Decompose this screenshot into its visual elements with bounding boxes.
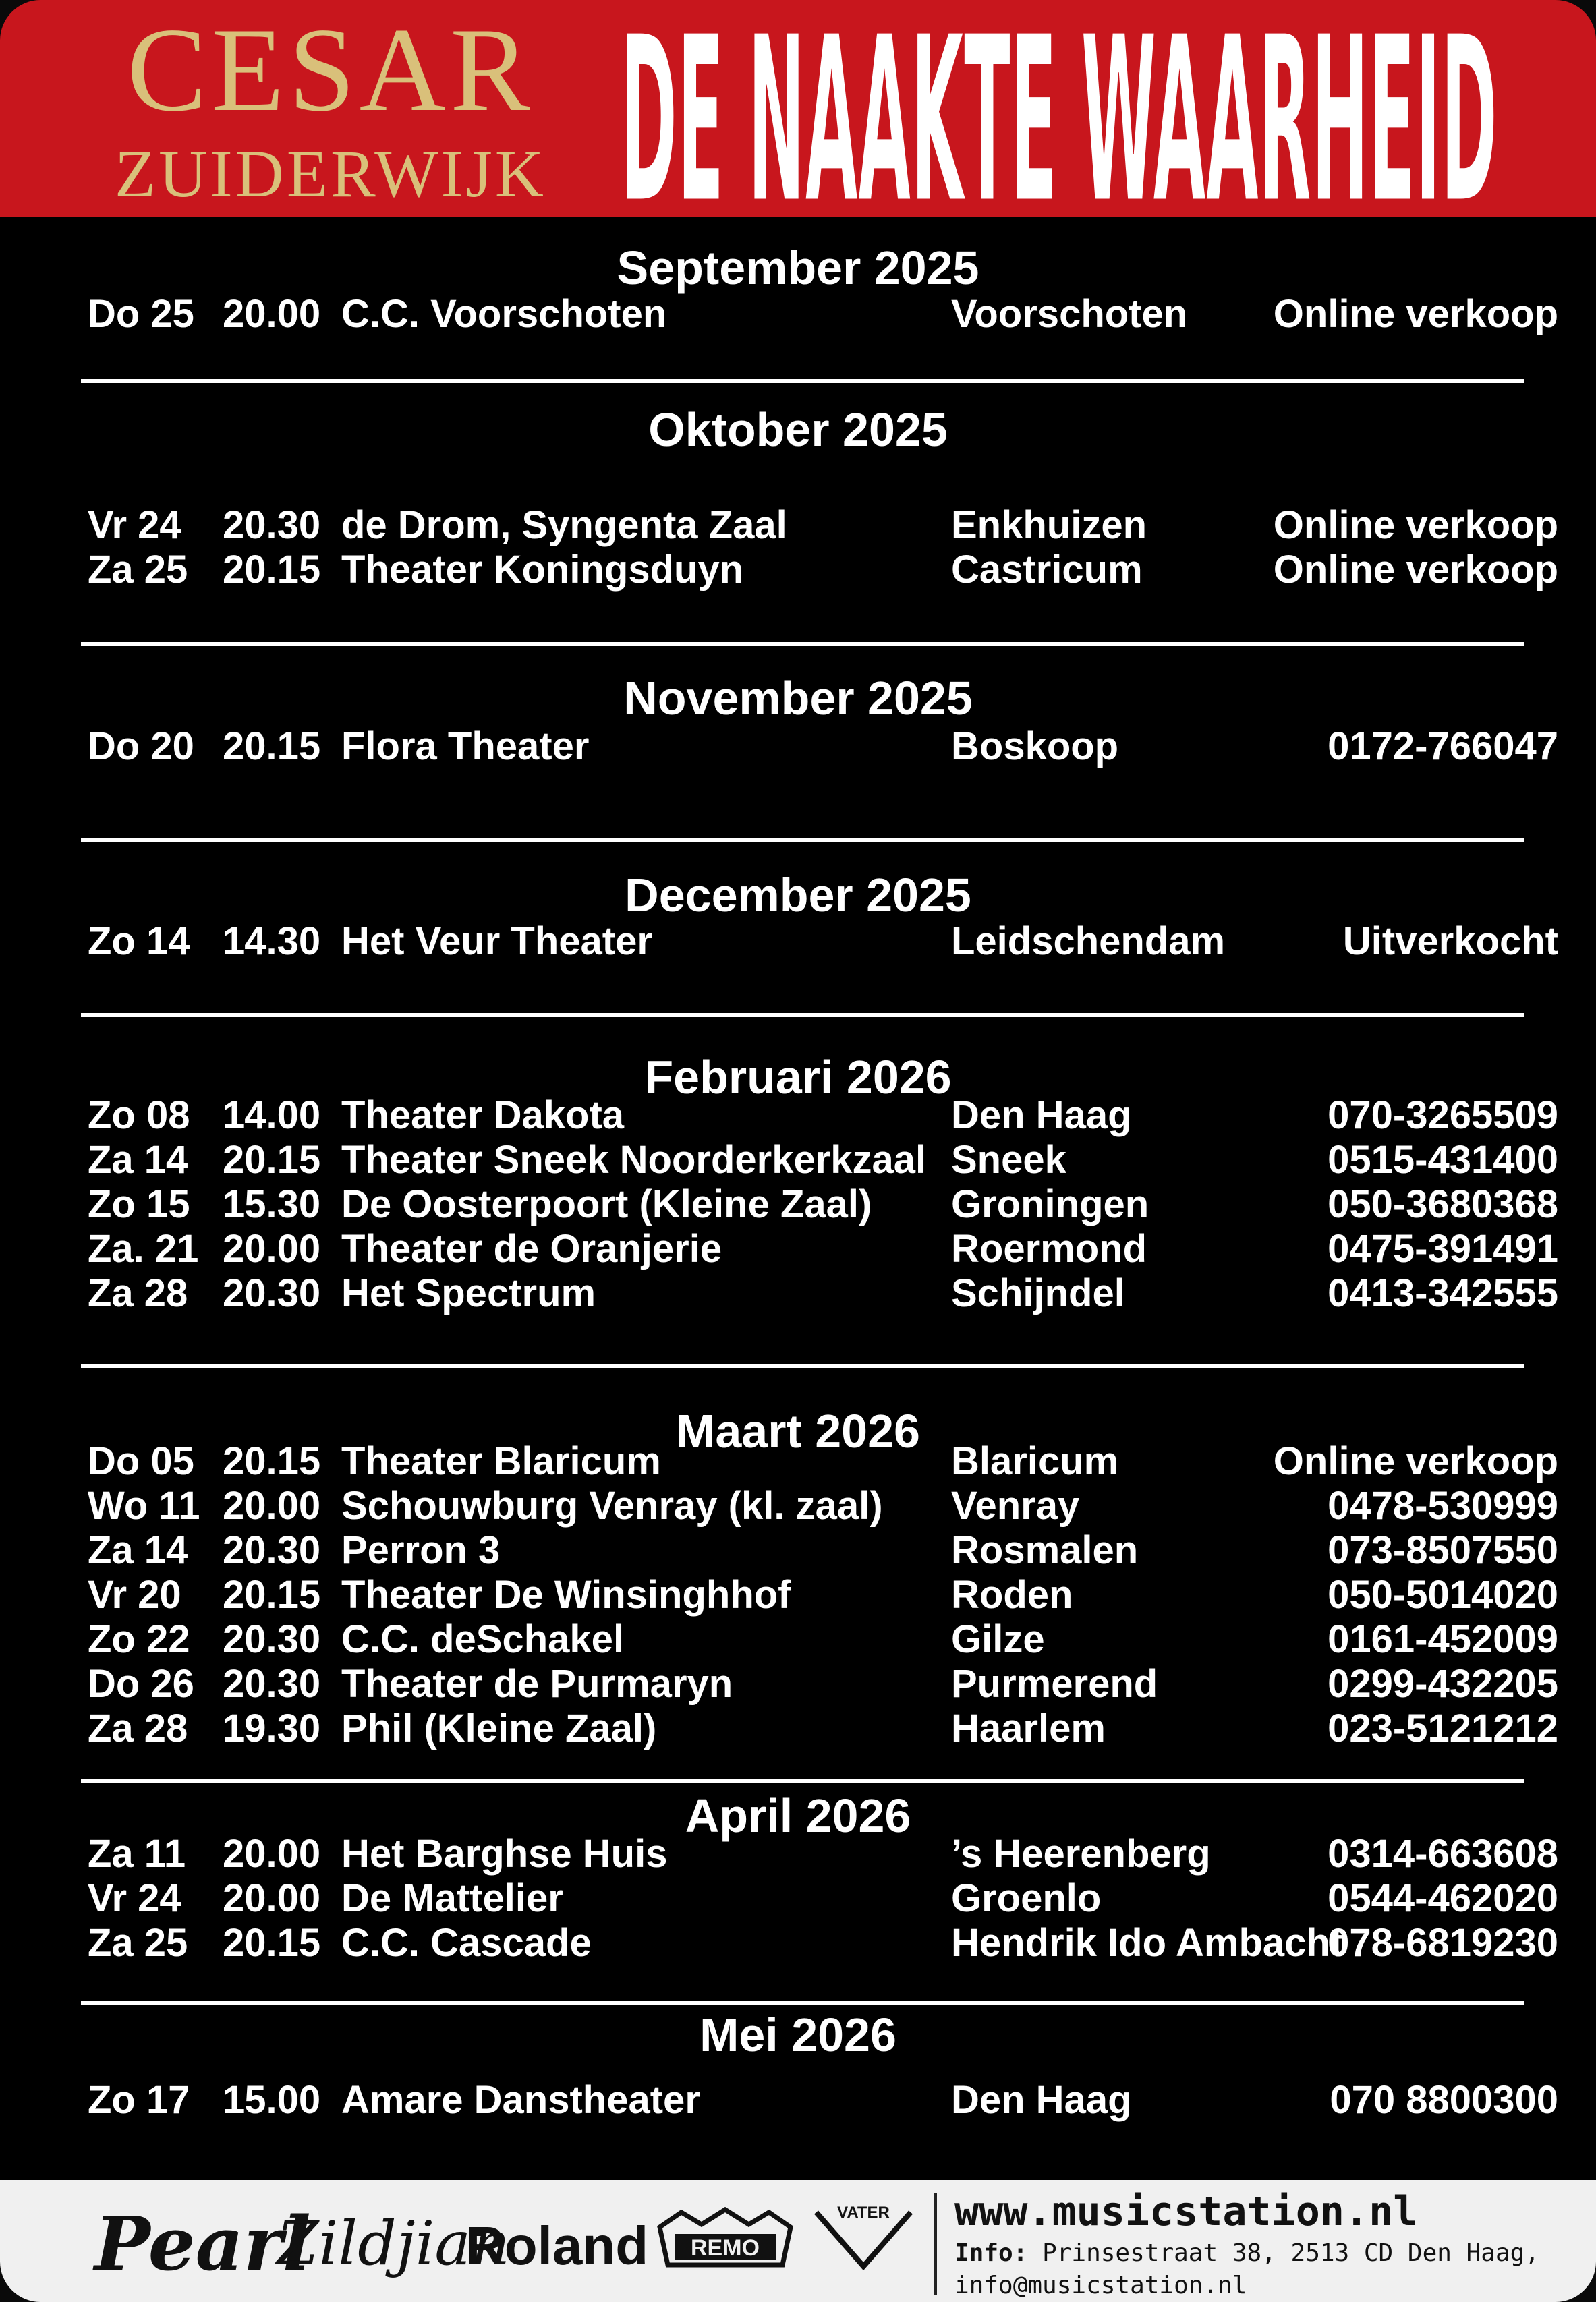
show-ticket-info: 0299-432205 [1328,1662,1558,1706]
show-day: Za 14 [88,1138,188,1182]
show-city: Haarlem [951,1706,1106,1750]
show-venue: Perron 3 [341,1528,501,1572]
month-heading: September 2025 [617,241,979,294]
zildjian-logo: Zildjian [277,2208,511,2279]
show-row [0,504,1596,547]
show-day: Do 20 [88,724,194,768]
show-venue: Theater Koningsduyn [341,548,744,592]
artist-last-name: ZUIDERWIJK [115,136,546,211]
show-ticket-info: 070-3265509 [1328,1093,1558,1137]
show-ticket-info: Online verkoop [1273,503,1558,547]
show-city: Schijndel [951,1271,1125,1315]
show-day: Zo 14 [88,919,190,963]
show-day: Za 28 [88,1706,188,1750]
show-row [0,2079,1596,2122]
show-time: 19.30 [223,1706,321,1750]
show-day: Vr 24 [88,503,181,547]
show-venue: Het Barghse Huis [341,1832,668,1876]
show-title [621,0,1511,220]
show-day: Za. 21 [88,1227,199,1271]
show-time: 20.15 [223,1439,321,1483]
show-row [0,1183,1596,1226]
show-time: 20.00 [223,1832,321,1876]
show-day: Do 26 [88,1662,194,1706]
show-ticket-info: Online verkoop [1273,292,1558,336]
show-time: 20.00 [223,1876,321,1920]
show-day: Za 28 [88,1271,188,1315]
show-time: 14.00 [223,1093,321,1137]
show-time: 20.15 [223,724,321,768]
show-venue: C.C. deSchakel [341,1617,625,1661]
show-row [0,1529,1596,1572]
address-line [954,2239,1539,2267]
show-ticket-info: Uitverkocht [1342,919,1558,963]
show-venue: Theater De Winsinghhof [341,1573,791,1617]
show-ticket-info: 0544-462020 [1328,1876,1558,1920]
show-venue: De Oosterpoort (Kleine Zaal) [341,1182,872,1226]
show-city: Den Haag [951,1093,1132,1137]
show-city: Gilze [951,1617,1045,1661]
show-time: 20.30 [223,1662,321,1706]
show-ticket-info: Online verkoop [1273,1439,1558,1483]
month-divider [81,2001,1524,2005]
show-city: Leidschendam [951,919,1226,963]
show-row [0,1228,1596,1271]
month-divider [81,838,1524,842]
remo-logo [654,2207,796,2268]
month-heading: Maart 2026 [676,1405,920,1458]
header-banner [0,0,1596,220]
month-divider [81,1364,1524,1368]
month-heading: November 2025 [623,672,973,724]
month-divider [81,1779,1524,1783]
show-ticket-info: 0413-342555 [1328,1271,1558,1315]
show-venue: Theater Blaricum [341,1439,661,1483]
show-ticket-info: Online verkoop [1273,548,1558,592]
show-city: Purmerend [951,1662,1158,1706]
show-row [0,1485,1596,1528]
month-divider [81,642,1524,646]
show-row [0,1833,1596,1876]
show-day: Za 25 [88,548,188,592]
show-day: Zo 22 [88,1617,190,1661]
show-day: Za 11 [88,1832,186,1876]
show-ticket-info: 023-5121212 [1328,1706,1558,1750]
show-time: 20.30 [223,503,321,547]
show-venue: Theater de Oranjerie [341,1227,722,1271]
show-ticket-info: 050-5014020 [1328,1573,1558,1617]
show-venue: C.C. Cascade [341,1921,592,1965]
show-day: Za 25 [88,1921,188,1965]
month-heading: Februari 2026 [644,1051,952,1103]
show-city: Groenlo [951,1876,1102,1920]
show-time: 20.00 [223,1227,321,1271]
footer-divider [934,2193,937,2295]
show-day: Wo 11 [88,1484,200,1528]
show-venue: Het Spectrum [341,1271,596,1315]
show-day: Zo 15 [88,1182,190,1226]
show-venue: Phil (Kleine Zaal) [341,1706,657,1750]
show-row [0,548,1596,592]
show-city: Enkhuizen [951,503,1147,547]
vater-logo [809,2199,917,2273]
show-venue: C.C. Voorschoten [341,292,667,336]
show-city: Hendrik Ido Ambacht [951,1921,1344,1965]
show-ticket-info: 073-8507550 [1328,1528,1558,1572]
roland-logo: Roland [465,2216,649,2276]
month-heading: April 2026 [685,1789,911,1842]
show-ticket-info: 078-6819230 [1328,1921,1558,1965]
address-label: Info: [954,2239,1028,2267]
show-city: Roden [951,1573,1073,1617]
show-ticket-info: 0172-766047 [1328,724,1558,768]
show-city: Boskoop [951,724,1119,768]
show-city: Rosmalen [951,1528,1139,1572]
show-day: Do 25 [88,292,194,336]
show-venue: Theater Sneek Noorderkerkzaal [341,1138,927,1182]
show-venue: Theater Dakota [341,1093,625,1137]
show-time: 15.30 [223,1182,321,1226]
month-heading: Mei 2026 [700,2009,896,2061]
schedule [0,217,1596,2180]
show-day: Vr 20 [88,1573,181,1617]
show-venue: de Drom, Syngenta Zaal [341,503,787,547]
show-row [0,1922,1596,1965]
address-text: Prinsestraat 38, 2513 CD Den Haag, [1042,2239,1539,2267]
show-row [0,1440,1596,1483]
show-row [0,1877,1596,1920]
show-row [0,1139,1596,1182]
vater-logo-text: VATER [837,2204,890,2222]
show-city: Blaricum [951,1439,1119,1483]
sponsor-footer [0,2180,1596,2302]
show-time: 20.15 [223,1573,321,1617]
show-city: Den Haag [951,2078,1132,2122]
show-day: Zo 08 [88,1093,190,1137]
show-title-text: DE NAAKTE WAARHEID [621,0,1498,220]
show-day: Do 05 [88,1439,194,1483]
show-venue: De Mattelier [341,1876,563,1920]
show-time: 15.00 [223,2078,321,2122]
show-ticket-info: 0478-530999 [1328,1484,1558,1528]
show-row [0,1574,1596,1617]
show-ticket-info: 0161-452009 [1328,1617,1558,1661]
show-time: 20.15 [223,1921,321,1965]
month-divider [81,1013,1524,1017]
show-venue: Schouwburg Venray (kl. zaal) [341,1484,883,1528]
show-time: 20.00 [223,1484,321,1528]
month-heading: Oktober 2025 [648,403,948,456]
show-venue: Het Veur Theater [341,919,652,963]
show-day: Za 14 [88,1528,188,1572]
show-city: Castricum [951,548,1143,592]
email-link[interactable]: info@musicstation.nl [954,2272,1247,2299]
pearl-logo: Pearl [94,2200,311,2287]
show-city: Venray [951,1484,1080,1528]
month-heading: December 2025 [625,869,971,921]
show-venue: Theater de Purmaryn [341,1662,733,1706]
show-row [0,1663,1596,1706]
show-city: ’s Heerenberg [951,1832,1211,1876]
show-ticket-info: 0515-431400 [1328,1138,1558,1182]
show-day: Zo 17 [88,2078,190,2122]
show-time: 20.30 [223,1271,321,1315]
show-row [0,725,1596,768]
show-row [0,1094,1596,1137]
show-row [0,920,1596,963]
show-row [0,1272,1596,1315]
website-link[interactable]: www.musicstation.nl [954,2188,1418,2235]
show-city: Groningen [951,1182,1149,1226]
show-city: Sneek [951,1138,1066,1182]
show-city: Roermond [951,1227,1147,1271]
show-city: Voorschoten [951,292,1188,336]
artist-first-name: CESAR [127,3,534,136]
show-row [0,1618,1596,1661]
show-venue: Flora Theater [341,724,590,768]
show-venue: Amare Danstheater [341,2078,700,2122]
show-time: 20.00 [223,292,321,336]
show-time: 20.30 [223,1528,321,1572]
show-day: Vr 24 [88,1876,181,1920]
show-time: 14.30 [223,919,321,963]
show-ticket-info: 0475-391491 [1328,1227,1558,1271]
month-divider [81,379,1524,383]
show-row [0,293,1596,336]
show-time: 20.30 [223,1617,321,1661]
show-time: 20.15 [223,548,321,592]
remo-logo-text: REMO [691,2235,760,2261]
show-ticket-info: 0314-663608 [1328,1832,1558,1876]
show-ticket-info: 070 8800300 [1330,2078,1558,2122]
show-ticket-info: 050-3680368 [1328,1182,1558,1226]
show-time: 20.15 [223,1138,321,1182]
show-row [0,1707,1596,1750]
